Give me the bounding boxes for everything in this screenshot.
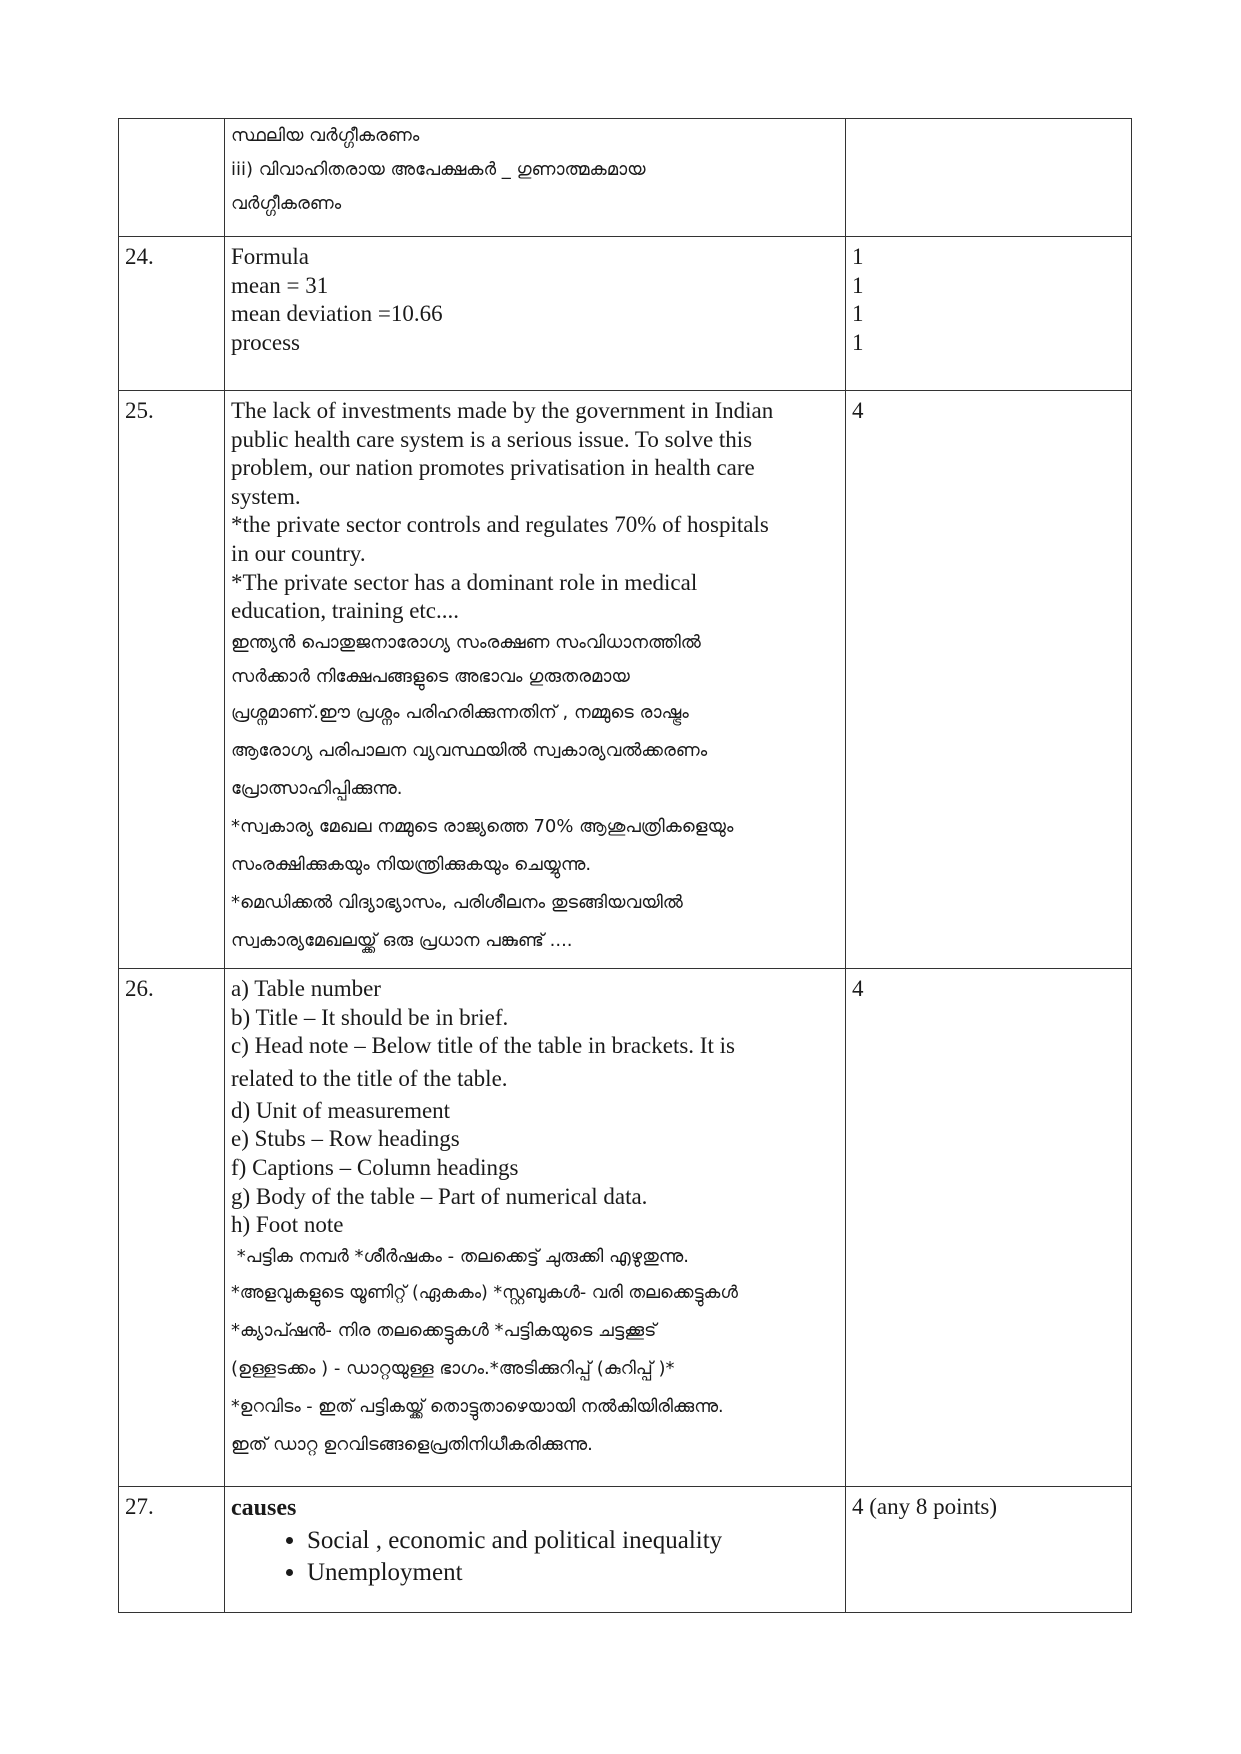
list-item: • Social , economic and political inequality bbox=[307, 1525, 840, 1557]
answer-line: a) Table number bbox=[231, 976, 381, 1001]
answer-cell bbox=[225, 969, 846, 1487]
answer-line: mean = 31 bbox=[231, 272, 329, 298]
question-number-cell: 27. bbox=[119, 1487, 225, 1613]
answer-line: c) Head note – Below title of the table in brackets. It is bbox=[231, 1033, 735, 1059]
answer-line: The lack of investments made by the government in Indian bbox=[231, 398, 774, 423]
marks-cell bbox=[846, 237, 1132, 391]
answer-line: problem, our nation promotes privatisation in health care bbox=[231, 455, 755, 481]
list-item: • Unemployment bbox=[307, 1557, 840, 1589]
answer-line: *സ്വകാര്യ മേഖല നമ്മുടെ രാജ്യത്തെ 70% ആശുപത്രികളെയും bbox=[231, 815, 734, 837]
answer-line: related to the title of the table. bbox=[231, 1065, 508, 1091]
answer-heading: causes bbox=[231, 1495, 297, 1521]
marks-cell bbox=[846, 391, 1132, 969]
mark-value: 1 bbox=[852, 301, 864, 327]
bullet-list bbox=[231, 1525, 840, 1589]
answer-line: (ഉള്ളടക്കം ) - ഡാറ്റയുള്ള ഭാഗം.*അടിക്കുറിപ്പ് (കുറിപ്പ് )* bbox=[231, 1357, 675, 1379]
mark-value: 1 bbox=[852, 329, 864, 355]
answer-line: *ക്യാപ്ഷൻ- നിര തലക്കെട്ടുകൾ *പട്ടികയുടെ ചട്ടക്കൂട് bbox=[231, 1319, 657, 1341]
marks-cell bbox=[846, 119, 1132, 237]
answer-cell bbox=[225, 119, 846, 237]
answer-line: *മെഡിക്കൽ വിദ്യാഭ്യാസം, പരിശീലനം തുടങ്ങിയവയിൽ bbox=[231, 891, 683, 913]
answer-line: ഇത് ഡാറ്റ ഉറവിടങ്ങളെപ്രതിനിധീകരിക്കുന്നു. bbox=[231, 1433, 593, 1455]
answer-line: സർക്കാർ നിക്ഷേപങ്ങളുടെ അഭാവം ഗുരുതരമായ bbox=[231, 665, 630, 687]
answer-line: *the private sector controls and regulates 70% of hospitals bbox=[231, 512, 769, 538]
answer-line: e) Stubs – Row headings bbox=[231, 1126, 460, 1152]
mark-value: 4 bbox=[852, 976, 864, 1001]
table-row bbox=[119, 969, 1132, 1487]
marks-cell bbox=[846, 1487, 1132, 1613]
table-row bbox=[119, 237, 1132, 391]
mark-value: 4 bbox=[852, 398, 864, 423]
answer-line: ഇന്ത്യൻ പൊതുജനാരോഗ്യ സംരക്ഷണ സംവിധാനത്തിൽ bbox=[231, 631, 701, 653]
answer-line: *ഉറവിടം - ഇത് പട്ടികയ്ക്ക് തൊട്ടുതാഴെയായി നൽകിയിരിക്കുന്നു. bbox=[231, 1396, 724, 1417]
answer-cell bbox=[225, 1487, 846, 1613]
answer-line: process bbox=[231, 329, 300, 355]
answer-line: education, training etc.... bbox=[231, 598, 460, 624]
answer-line: Formula bbox=[231, 244, 309, 269]
answer-line: സംരക്ഷിക്കുകയും നിയന്ത്രിക്കുകയും ചെയ്യുന്നു. bbox=[231, 853, 592, 875]
answer-line: d) Unit of measurement bbox=[231, 1097, 451, 1123]
mark-value: 4 (any 8 points) bbox=[852, 1494, 998, 1519]
marks-cell bbox=[846, 969, 1132, 1487]
answer-line: iii) വിവാഹിതരായ അപേക്ഷകർ _ ഗുണാത്മകമായ bbox=[231, 159, 646, 180]
answer-line: *The private sector has a dominant role in medical bbox=[231, 569, 698, 595]
answer-line: system. bbox=[231, 483, 301, 509]
mark-value: 1 bbox=[852, 272, 864, 298]
mark-value: 1 bbox=[852, 244, 864, 269]
answer-line: പ്രശ്നമാണ്.ഈ പ്രശ്നം പരിഹരിക്കുന്നതിന് , നമ്മുടെ രാഷ്ട്രം bbox=[231, 701, 689, 723]
question-number-cell: 25. bbox=[119, 391, 225, 969]
question-number-cell: 24. bbox=[119, 237, 225, 391]
answer-line: mean deviation =10.66 bbox=[231, 301, 443, 327]
answer-key-table bbox=[118, 118, 1132, 1613]
answer-line: സ്ഥലിയ വർഗ്ഗീകരണം bbox=[231, 125, 420, 146]
table-row bbox=[119, 1487, 1132, 1613]
answer-line: *പട്ടിക നമ്പർ *ശീർഷകം - തലക്കെട്ട് ചുരുക്കി എഴുതുന്നു. bbox=[231, 1245, 690, 1267]
answer-cell bbox=[225, 237, 846, 391]
answer-line: പ്രോത്സാഹിപ്പിക്കുന്നു. bbox=[231, 777, 403, 799]
answer-line: സ്വകാര്യമേഖലയ്ക്ക് ഒരു പ്രധാന പങ്കുണ്ട് .... bbox=[231, 929, 573, 951]
table-row bbox=[119, 119, 1132, 237]
answer-line: g) Body of the table – Part of numerical data. bbox=[231, 1183, 648, 1209]
answer-cell bbox=[225, 391, 846, 969]
answer-line: b) Title – It should be in brief. bbox=[231, 1004, 509, 1030]
question-number-cell: 26. bbox=[119, 969, 225, 1487]
answer-line: h) Foot note bbox=[231, 1212, 344, 1238]
answer-line: in our country. bbox=[231, 540, 366, 566]
table-row bbox=[119, 391, 1132, 969]
answer-line: *അളവുകളുടെ യൂണിറ്റ് (ഏകകം) *സ്റ്റബുകൾ- വരി തലക്കെട്ടുകൾ bbox=[231, 1282, 738, 1303]
answer-line: വർഗ്ഗീകരണം bbox=[231, 193, 342, 214]
answer-line: public health care system is a serious issue. To solve this bbox=[231, 426, 753, 452]
question-number-cell bbox=[119, 119, 225, 237]
answer-line: f) Captions – Column headings bbox=[231, 1154, 519, 1180]
answer-line: ആരോഗ്യ പരിപാലന വ്യവസ്ഥയിൽ സ്വകാര്യവൽക്കരണം bbox=[231, 739, 708, 761]
